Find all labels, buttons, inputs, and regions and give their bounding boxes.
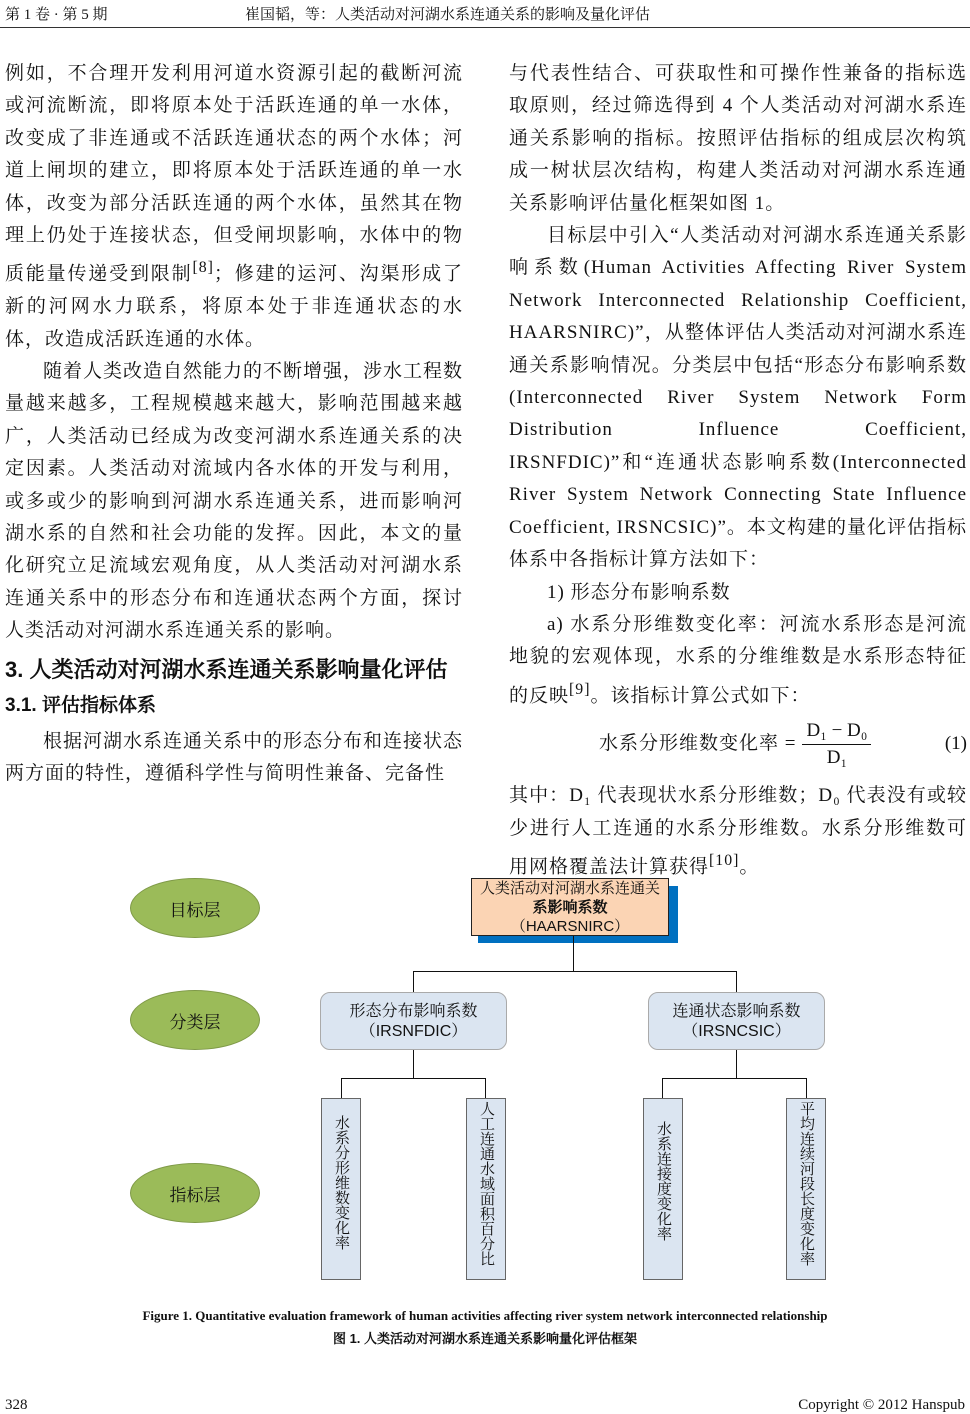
paragraph-text: 例如，不合理开发利用河道水资源引起的截断河流或河流断流，即将原本处于活跃连通的单一水体，改变成了非连通或不活跃连通状态的两个水体；河道上闸坝的建立，即将原本处于活跃连通的单一水体，改变为部分活跃连通的两个水体，虽然其在物理上仍处于连接状态，但受闸坝影响，水体中的物质能量传递受到限制 — [5, 63, 463, 285]
left-column — [5, 58, 463, 790]
category-abbr: （IRSNCSIC） — [682, 1023, 791, 1040]
connector-line — [485, 1078, 486, 1098]
denominator: D₁ — [826, 746, 848, 768]
goal-title: 人类活动对河湖水系连通关 — [479, 880, 660, 897]
paragraph-text: 。 — [739, 856, 760, 878]
paragraph-text: 其中：D₁ 代表现状水系分形维数；D₀ 代表没有或较少进行人工连通的水系分形维数。水系分形维数可用网格覆盖法计算获得 — [509, 785, 967, 878]
category-box-connect — [648, 992, 825, 1050]
paragraph — [509, 609, 967, 713]
connector-line — [573, 936, 574, 972]
paragraph: 与代表性结合、可获取性和可操作性兼备的指标选取原则，经过筛选得到 4 个人类活动对河湖水系连通关系影响的指标。按照评估指标的组成层次构筑成一树状层次结构，构建人类活动对河湖水系连通关系影响评估量化框架如图 1。 — [509, 63, 967, 214]
section-heading: 3. 人类活动对河湖水系连通关系影响量化评估 — [5, 656, 448, 682]
journal-volume: 第 1 卷 · 第 5 期 — [5, 7, 108, 23]
paragraph: 根据河湖水系连通关系中的形态分布和连接状态两方面的特性，遵循科学性与简明性兼备、完备性 — [5, 730, 464, 785]
goal-box — [471, 878, 669, 936]
list-heading: 1) 形态分布影响系数 — [547, 581, 731, 603]
connector-line — [662, 1078, 663, 1098]
equation-lhs: 水系分形维数变化率 = — [599, 733, 797, 755]
figure-caption-cn: 图 1. 人类活动对河湖水系连通关系影响量化评估框架 — [332, 1331, 638, 1346]
indicator-box: 水系连接度变化率 — [643, 1098, 683, 1280]
paragraph-text: 。该指标计算公式如下： — [590, 685, 811, 707]
paragraph: 目标层中引入“人类活动对河湖水系连通关系影响系数(Human Activities Affecting River System Network Interconnected Relationship Coefficient, HAARSNIRC)”，从整体评估人类活动对河湖水系连通关系影响情况。分类层中包括“形态分布影响系数(Interconnected River System Network Form Distribution Influence Coefficient, IRSNFDIC)”和“连通状态影响系数(Interconnected River System Network Connecting State Influence Coefficient, IRSNCSIC)”。本文构建的量化评估指标体系中各指标计算方法如下： — [509, 225, 967, 571]
indicator-box: 水系分形维数变化率 — [321, 1098, 361, 1280]
page-number: 328 — [5, 1397, 28, 1413]
level-goal: 目标层 — [130, 878, 260, 938]
indicator-box: 平均连续河段长度变化率 — [786, 1098, 826, 1280]
equation-1 — [509, 714, 967, 774]
connector-line — [736, 971, 737, 992]
subsection-heading: 3.1. 评估指标体系 — [5, 694, 156, 716]
category-name: 形态分布影响系数 — [349, 1003, 478, 1020]
category-name: 连通状态影响系数 — [672, 1003, 801, 1020]
goal-abbr: （HAARSNIRC） — [510, 918, 630, 935]
level-category: 分类层 — [130, 990, 260, 1050]
connector-line — [413, 971, 414, 992]
connector-line — [341, 1078, 342, 1098]
connector-line — [341, 1078, 486, 1079]
connector-line — [736, 1050, 737, 1078]
copyright: Copyright © 2012 Hanspub — [798, 1397, 965, 1413]
right-column — [509, 58, 967, 884]
citation: [10] — [709, 852, 740, 870]
level-indicator: 指标层 — [130, 1163, 260, 1223]
connector-line — [413, 1050, 414, 1078]
running-title: 崔国韬，等：人类活动对河湖水系连通关系的影响及量化评估 — [245, 7, 651, 23]
numerator: D₁ − D₀ — [802, 718, 871, 745]
paragraph-text: ；修建的运河、沟渠形成了新的河网水力联系，将原本处于非连通状态的水体，改造成活跃连通的水体。 — [5, 263, 463, 350]
paragraph — [5, 58, 463, 356]
paragraph: 随着人类改造自然能力的不断增强，涉水工程数量越来越多，工程规模越来越大，影响范围越来越广，人类活动已经成为改变河湖水系连通关系的决定因素。人类活动对流域内各水体的开发与利用，或多或少的影响到河湖水系连通关系，进而影响河湖水系的自然和社会功能的发挥。因此，本文的量化研究立足流域宏观角度，从人类活动对河湖水系连通关系中的形态分布和连通状态两个方面，探讨人类活动对河湖水系连通关系的影响。 — [5, 360, 464, 642]
citation: [9] — [569, 680, 591, 698]
connector-line — [662, 1078, 807, 1079]
indicator-box: 人工连通水域面积百分比 — [466, 1098, 506, 1280]
running-header — [0, 0, 970, 28]
goal-title: 系影响系数 — [532, 899, 608, 916]
category-abbr: （IRSNFDIC） — [359, 1023, 468, 1040]
equation-number: (1) — [944, 733, 967, 755]
paragraph-text: a) 水系分形维数变化率：河流水系形态是河流地貌的宏观体现，水系的分维维数是水系形态特征的反映 — [509, 613, 967, 707]
paragraph — [509, 780, 967, 884]
citation: [8] — [192, 259, 214, 277]
connector-line — [413, 971, 737, 972]
category-box-form — [320, 992, 507, 1050]
connector-line — [806, 1078, 807, 1098]
figure-caption-en: Figure 1. Quantitative evaluation framework of human activities affecting river system network interconnected relationship — [142, 1308, 828, 1323]
fraction — [802, 718, 871, 771]
